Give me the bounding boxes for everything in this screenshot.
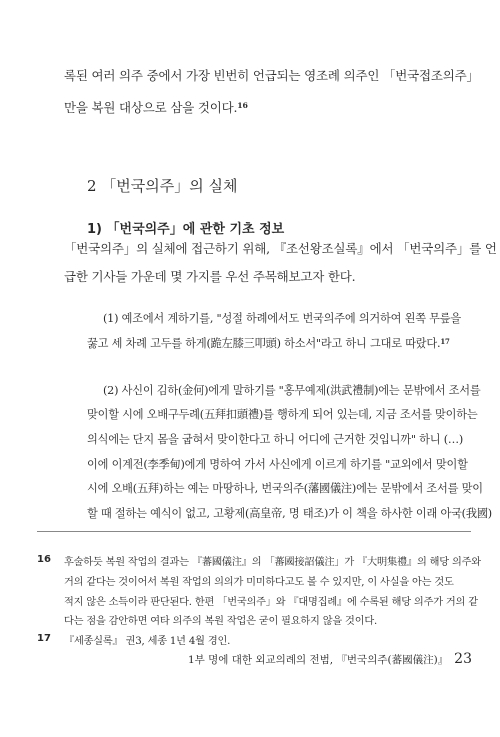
- footnote-ref-17[interactable]: 17: [440, 336, 450, 346]
- footnote-16-line-1: 후술하듯 복원 작업의 결과는 『蕃國儀注』의 「蕃國接詔儀注」가 『大明集禮』의 해당 의주와: [64, 557, 481, 568]
- quote2-line-1: (2) 사신이 김하(金何)에게 말하기를 "홍무예제(洪武禮制)에는 문밖에서 조서를: [103, 384, 481, 397]
- intro-line-1: [64, 66, 479, 84]
- footnote-16-line-2: 거의 같다는 것이어서 복원 작업의 의의가 미미하다고도 볼 수 있지만, 이 사실을 아는 것도: [64, 577, 454, 588]
- quote2-line-3: 의식에는 단지 몸을 굽혀서 맞이한다고 하니 어디에 근거한 것입니까" 하니 (…): [87, 433, 464, 446]
- footnote-divider: [37, 531, 471, 532]
- page-number: 23: [454, 651, 472, 667]
- quote2-line-2: 맞이할 시에 오배구두례(五拜扣頭禮)를 행하게 되어 있는데, 지금 조서를 맞이하는: [87, 408, 478, 421]
- paragraph-line-2: 급한 기사들 가운데 몇 가지를 우선 주목해보고자 한다.: [64, 269, 356, 284]
- running-footer: [188, 651, 472, 667]
- sub-heading: 1) 「번국의주」에 관한 기초 정보: [87, 222, 285, 237]
- running-title: 1부 명에 대한 외교의례의 전범, 『번국의주(蕃國儀注)』: [187, 654, 449, 666]
- footnote-17-line-1: 『세종실록』 권3, 세종 1년 4월 경인.: [64, 636, 231, 647]
- quote1-line-2: [87, 335, 450, 351]
- intro-line-2-text: 만을 복원 대상으로 삼을 것이다.: [64, 100, 238, 115]
- intro-line-1-text: 록된 여러 의주 중에서 가장 빈번히 언급되는 영조례 의주인 「번국접조의주」: [64, 68, 479, 83]
- footnote-ref-16[interactable]: 16: [237, 101, 248, 111]
- quote2-line-5: 시에 오배(五拜)하는 예는 마땅하나, 번국의주(藩國儀注)에는 문밖에서 조서를 맞이: [87, 482, 483, 495]
- quote2-line-4: 이에 이계전(李季甸)에게 명하여 가서 사신에게 이르게 하기를 "교외에서 맞이할: [87, 458, 468, 471]
- section-heading: 2 「번국의주」의 실체: [87, 177, 238, 195]
- footnote-17-number: 17: [37, 633, 51, 644]
- intro-line-2: [64, 98, 248, 116]
- paragraph-line-1: 「번국의주」의 실체에 접근하기 위해, 『조선왕조실록』에서 「번국의주」를 언: [64, 241, 497, 256]
- footnote-16-line-3: 적지 않은 소득이라 판단된다. 한편 「번국의주」와 『대명집례』에 수록된 해당 의주가 거의 같: [64, 597, 478, 608]
- quote1-line-1: (1) 예조에서 계하기를, "성절 하례에서도 번국의주에 의거하여 왼쪽 무릎을: [103, 312, 462, 325]
- footnote-16-number: 16: [37, 554, 51, 565]
- footnote-16-line-4: 다는 점을 감안하면 여타 의주의 복원 작업은 굳이 필요하지 않을 것이다.: [64, 616, 378, 627]
- quote2-line-6: 할 때 절하는 예식이 없고, 고황제(高皇帝, 명 태조)가 이 책을 하사한 이래 아국(我國): [87, 507, 492, 520]
- quote1-line-2-text: 꿇고 세 차례 고두를 하게(跪左膝三叩頭) 하소서"라고 하니 그대로 따랐다.: [87, 337, 441, 350]
